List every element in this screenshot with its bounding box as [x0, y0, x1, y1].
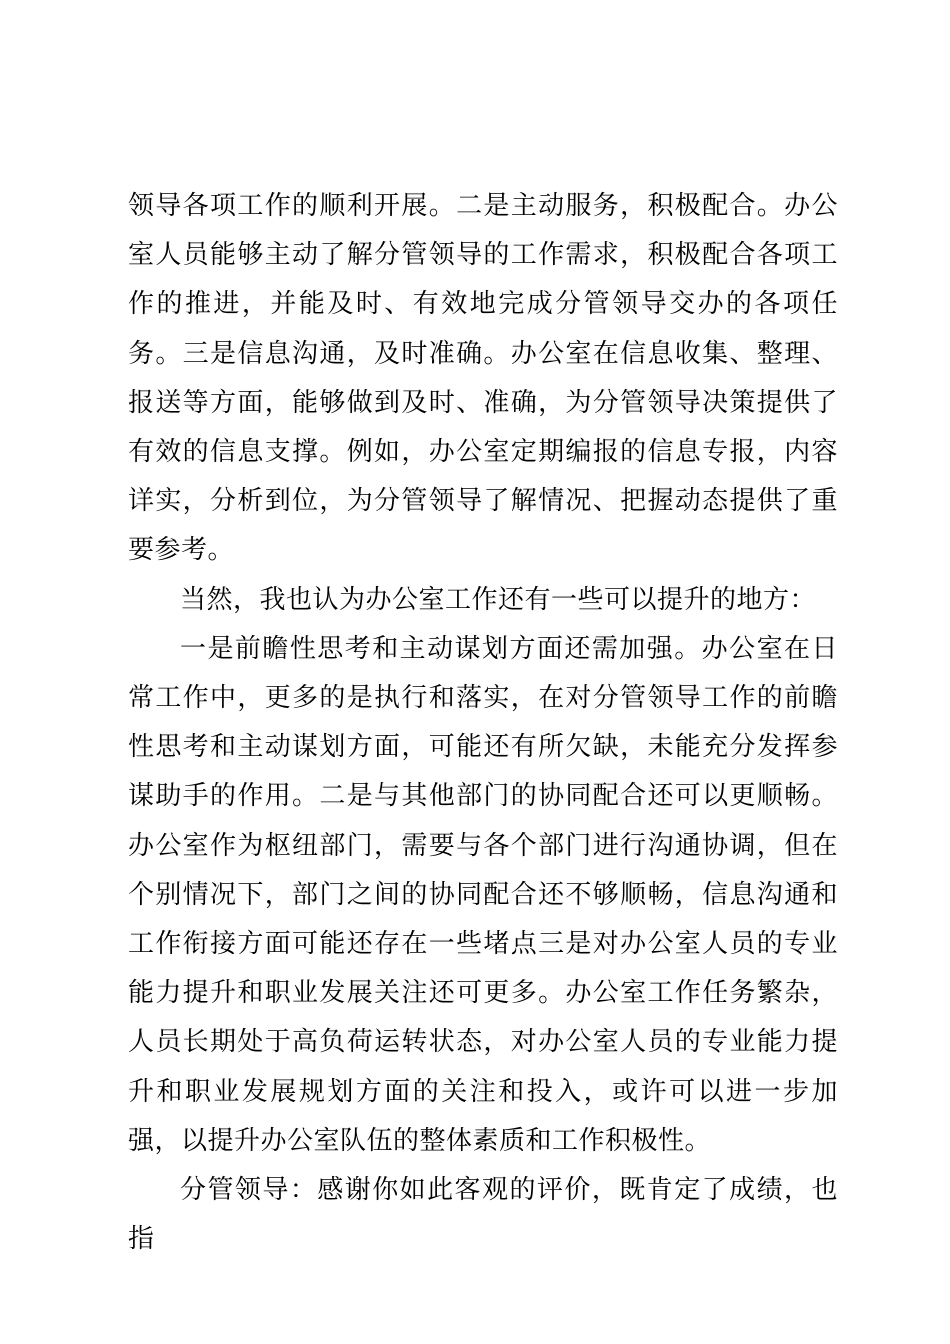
paragraph-transition: 当然，我也认为办公室工作还有一些可以提升的地方： [180, 584, 817, 615]
paragraph-leader-reply: 分管领导：感谢你如此客观的评价，既肯定了成绩，也指 [128, 1175, 838, 1255]
paragraph-continuation: 领导各项工作的顺利开展。二是主动服务，积极配合。办公室人员能够主动了解分管领导的工作需求，积极配合各项工作的推进，并能及时、有效地完成分管领导交办的各项任务。三是信息沟通，及时准确。办公室在信息收集、整理、报送等方面，能够做到及时、准确，为分管领导决策提供了有效的信息支撑。例如，办公室定期编报的信息专报，内容详实，分析到位，为分管领导了解情况、把握动态提供了重要参考。 [128, 191, 838, 566]
document-body [128, 182, 838, 1264]
paragraph-improvements: 一是前瞻性思考和主动谋划方面还需加强。办公室在日常工作中，更多的是执行和落实，在对分管领导工作的前瞻性思考和主动谋划方面，可能还有所欠缺，未能充分发挥参谋助手的作用。二是与其他部门的协同配合还可以更顺畅。办公室作为枢纽部门，需要与各个部门进行沟通协调，但在个别情况下，部门之间的协同配合还不够顺畅，信息沟通和工作衔接方面可能还存在一些堵点三是对办公室人员的专业能力提升和职业发展关注还可更多。办公室工作任务繁杂，人员长期处于高负荷运转状态，对办公室人员的专业能力提升和职业发展规划方面的关注和投入，或许可以进一步加强，以提升办公室队伍的整体素质和工作积极性。 [128, 633, 838, 1156]
